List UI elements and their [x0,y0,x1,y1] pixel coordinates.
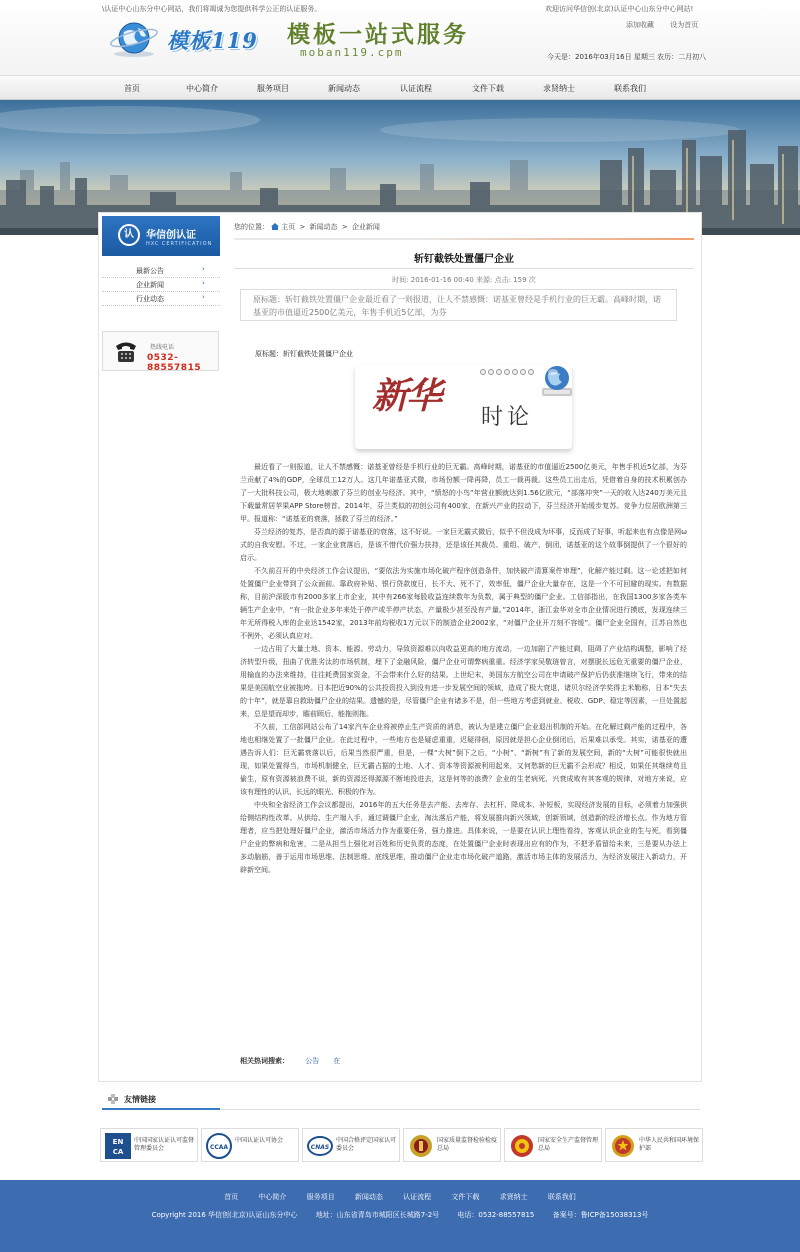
breadcrumb-company-news-link[interactable]: 企业新闻 [351,223,380,231]
ccaa-icon [206,1133,232,1159]
side-menu [102,264,220,306]
footer-link-news[interactable]: 新闻动态 [354,1193,383,1201]
article-body [240,461,687,877]
friend-links-header [102,1090,220,1110]
footer-link-services[interactable]: 服务项目 [306,1193,335,1201]
globe-icon [538,362,576,402]
breadcrumb-home-link[interactable]: 主页 [281,223,296,231]
welcome-message: \认证中心山东分中心网站，我们将竭诚为您提供科学公正的认证服务。 [102,5,322,13]
footer-link-about[interactable]: 中心简介 [258,1193,287,1201]
hotline-box [102,331,219,371]
sidebar-item-label: 企业新闻 [136,281,164,289]
friend-link-cnca[interactable] [100,1128,198,1162]
link-icon [108,1094,118,1104]
set-homepage-link[interactable]: 设为首页 [670,21,699,29]
friend-link-name: 国家质量监督检验检疫总局 [437,1137,498,1152]
friend-link-name: 中国合格评定国家认可委员会 [336,1137,397,1152]
friend-link-name: 中国国家认证认可监督管理委员会 [134,1137,195,1152]
article-title: 斩钉截铁处置僵尸企业 [414,254,514,265]
svg-text:CNAS: CNAS [310,1144,330,1151]
related-keywords [240,1056,340,1066]
nav-item-home[interactable]: 首页 [124,84,140,93]
nav-item-services[interactable]: 服务项目 [257,84,289,93]
footer-link-process[interactable]: 认证流程 [403,1193,432,1201]
friend-link-name: 中国认证认可协会 [235,1137,284,1144]
article-paragraph: 一边占用了大量土地、资本、能源、劳动力，导致资源难以向收益更高的地方流动，一边加剧了产能过剩，阻碍了产业结构调整，影响了经济转型升级，扭曲了优胜劣汰的市场机制，埋下了金融风险，僵尸企业可谓弊病重重。经济学家吴敬琏曾言，对摆脱长远危无重要的僵尸企业，用输血的办法来维持，往往耗费国家资金，不会带来什么好的结果。上世纪末，美国东方航空公司在申请破产保护后仍获准继续飞行，带来的结果是美国航空业被拖垮。日本把近90%的公共投资投入到没有进一步发展空间的领域，造成了极大衰退，诸贝尔经济学奖得主米勒称，日本“失去的十年”，就是靠自救助僵尸企业的结果。遗憾的是，尽管僵尸企业有诸多不是，但一些地方考虑到就业、税收、GDP、稳定等因素，一旦处置起来，总是望而却步，瞻前顾后，能拖则拖。 [240,645,687,718]
slogan-url: moban119.cpm [300,46,404,59]
add-favorite-link[interactable]: 添加收藏 [626,21,654,29]
cert-banner [102,216,220,256]
globe-logo-icon [108,20,160,58]
article-summary: 原标题：斩钉截铁处置僵尸企业最近看了一则报道，让人不禁感慨：诺基亚曾经是手机行业的巨无霸。高峰时期，诺基亚的市值逼近2500亿美元，年售手机近5亿部，为芬 [240,289,677,321]
title-divider [234,268,694,269]
safety-icon [509,1133,535,1159]
friend-link-ccaa[interactable] [201,1128,299,1162]
related-tag[interactable]: 公告 [305,1057,320,1065]
cert-seal-icon: 认 [118,224,140,246]
chevron-right-icon: › [202,279,205,287]
friend-links-divider [220,1109,700,1110]
breadcrumb-separator: > [297,223,308,231]
friend-link-name: 中华人民共和国环境保护部 [639,1137,700,1152]
breadcrumb [234,222,694,240]
home-icon [271,223,279,230]
mep-icon [610,1133,636,1159]
footer [0,1180,800,1252]
footer-address: 地址：山东省青岛市城阳区长城路7-2号 [315,1211,440,1219]
breadcrumb-separator: > [339,223,350,231]
nav-item-process[interactable]: 认证流程 [400,84,432,93]
nav-item-jobs[interactable]: 求贤纳士 [543,84,575,93]
hotline-label: 热线电话 [150,344,175,351]
footer-link-home[interactable]: 首页 [224,1193,239,1201]
top-links [626,20,712,30]
sidebar [102,216,220,306]
article-image-title: 新华 [372,375,441,417]
cnca-icon [105,1133,131,1159]
article-image-subtitle: 时论 [481,405,534,430]
footer-info [0,1210,800,1220]
original-title: 原标题：斩钉截铁处置僵尸企业 [255,350,353,358]
footer-link-contact[interactable]: 联系我们 [547,1193,576,1201]
chevron-right-icon: › [202,265,205,273]
slogan: 模板一站式服务 [287,21,469,48]
image-carousel-dots [480,368,536,377]
hotline-number: 0532-88557815 [147,353,202,373]
friend-links-title: 友情链接 [124,1095,156,1104]
friend-link-aqsiq[interactable] [403,1128,501,1162]
footer-link-downloads[interactable]: 文件下载 [451,1193,480,1201]
svg-text:CA: CA [112,1148,124,1156]
sidebar-item-label: 最新公告 [136,267,164,275]
friend-link-safety[interactable] [504,1128,602,1162]
svg-text:EN: EN [112,1138,124,1146]
friend-link-cnas[interactable] [302,1128,400,1162]
nav-item-downloads[interactable]: 文件下载 [472,84,504,93]
article-paragraph: 不久前召开的中央经济工作会议提出，“要依法为实施市场化破产程序创造条件，加快破产清算案件审理”，化解产能过剩。这一论述把如何处置僵尸企业带到了公众面前。靠政府补贴、银行贷款度日，长不大、死不了，效率低，僵尸企业大量存在，这是一个不可回避的现实。有数据称，目前沪深股市有2000多家上市企业，其中有266家每股收益连续数年为负数，属于典型的僵尸企业。工信部指出，在我国1300多家各类车辆生产企业中，“有一批企业多年来处于停产或半停产状态，产量极少甚至没有产量。”2014年，浙江金华对全市企业情况进行摸底，发现连续三年无所得税入库的企业达1542家，2013年前均税收1万元以下的制造企业2002家，“对僵尸企业开刀刻不容缓”。僵尸企业全国有，江苏自然也不例外，必须认真应对。 [240,567,687,640]
article-meta: 时间: 2016-01-16 00:40 来源: 点击: 159 次 [392,276,536,284]
article-paragraph: 芬兰经济的复苏，是否真的源于诺基亚的衰落，这不好说。一家巨无霸式微后，似乎不但没成为坏事，反而成了好事，听起来也有点像是网ω式的自我安慰。不过，一家企业衰落后，是该不惜代价强力扶持，还是该任其裁员、重组、破产、倒闭，诺基亚的这个故事倒提供了一个很好的启示。 [240,528,687,562]
cnas-icon [307,1133,333,1159]
cert-subtitle: HXC CERTIFICATION [146,241,213,247]
breadcrumb-prefix: 您的位置： [234,223,269,231]
sidebar-item-label: 行业动态 [136,295,164,303]
article-paragraph: 不久前，工信部网站公布了14家汽车企业将被停止生产资质的消息，被认为是建立僵尸企业退出机制的开始。在化解过剩产能的过程中，各地也相继处置了一批僵尸企业。在此过程中，一些地方也是疑虑重重，迟疑徘徊，原因就是担心企业倒闭后，后果难以承受。其实，诺基亚的遭遇告诉人们：巨无霸衰落以后，后果当然很严重，但是，一棵“大树”倒下之后，“小树”、“新树”有了新的发展空间，新的“大树”可能很快就出现，如果处置得当，市场机制健全，巨无霸占据的土地、人才、资本等资源被利用起来，又何愁新的巨无霸不会形成？相反，如果任其继续苟且偷生，原有资源被浪费不说，新的资源还得源源不断地投进去，这是何等的浪费？企业的生老病死、兴衰成败有其客观的规律，对地方来说，应该有理性的认识、长远的眼光、积极的作为。 [240,723,687,796]
cert-title: 华信创认证 [146,230,196,241]
footer-copyright: Copyright 2016 华信创(北京)认证山东分中心 [151,1211,298,1219]
nav-item-about[interactable]: 中心简介 [186,84,218,93]
related-tag[interactable]: 在 [333,1057,341,1065]
breadcrumb-underline [234,238,694,240]
sidebar-item-company-news[interactable] [102,278,220,292]
article-paragraph: 最近看了一则报道，让人不禁感慨：诺基亚曾经是手机行业的巨无霸。高峰时期，诺基亚的市值逼近2500亿美元，年售手机近5亿部，为芬兰贡献了4%的GDP，全球员工12万人。这几年诺基亚式微，市场份额一降再降，员工一裁再裁。这些员工出走后，凭借着自身的技术积累创办了一大批科技公司，极大地刺激了芬兰的创业与经济。其中，“愤怒的小鸟”年营业额就达到1.56亿欧元，“部落冲突”一天的收入达240万美元且下载量常居苹果APP Store榜首。2014年，芬兰类似的初创公司有400家，在新兴产业的拉动下，芬兰经济开始缓步复苏。竞争力位居欧洲第三甲。报道称：“诺基亚的衰落，拯救了芬兰的经济。” [240,463,687,523]
article-paragraph: 中央和全省经济工作会议都提出，2016年的五大任务是去产能、去库存、去杠杆、降成本、补短板，实现经济发展的目标，必须着力加强供给侧结构性改革。从供给、生产端入手，通过调僵尸企业，淘汰落后产能，将发展推向新兴领域，创新领域，创造新的经济增长点。作为地方管理者，应当把处理好僵尸企业，激活市场活力作为重要任务，强力推进。具体来说，一是要在认识上理性看待，客观认识企业的生与死，看到僵尸企业的弊病和危害，二是从担当上强化对百姓和历史负责的态度，在处置僵尸企业时表现出应有的作为，不把矛盾留给未来，三是要从办法上多动脑筋，善于运用市场思维、法制思维、底线思维，推动僵尸企业走市场化破产道路，激活市场主体的发展活力，为经济发展注入新动力，开辟新空间。 [240,801,687,874]
breadcrumb-news-link[interactable]: 新闻动态 [309,223,338,231]
site-logo[interactable]: 模板119 [167,28,258,53]
footer-icp[interactable]: 备案号：鲁ICP备15038313号 [552,1211,649,1219]
sidebar-item-announcements[interactable] [102,264,220,278]
footer-phone: 电话：0532-88557815 [457,1211,535,1219]
footer-nav [0,1192,800,1202]
nav-item-news[interactable]: 新闻动态 [328,84,360,93]
friend-link-name: 国家安全生产监督管理总局 [538,1137,599,1152]
sidebar-item-industry-news[interactable] [102,292,220,306]
friend-link-mep[interactable] [605,1128,703,1162]
chevron-right-icon: › [202,293,205,301]
telephone-icon [113,340,139,364]
welcome-site-message: 欢迎访问华信创(北京)认证中心山东分中心网站! [545,5,694,13]
main-nav [0,75,800,100]
nav-item-contact[interactable]: 联系我们 [614,84,646,93]
aqsiq-icon [408,1133,434,1159]
svg-text:CCAA: CCAA [209,1144,229,1151]
related-label: 相关热词搜索： [240,1057,289,1065]
footer-link-jobs[interactable]: 求贤纳士 [499,1193,528,1201]
top-header [0,0,800,75]
date-line: 今天是：2016年03月16日 星期三 农历：二月初八 [547,53,707,61]
